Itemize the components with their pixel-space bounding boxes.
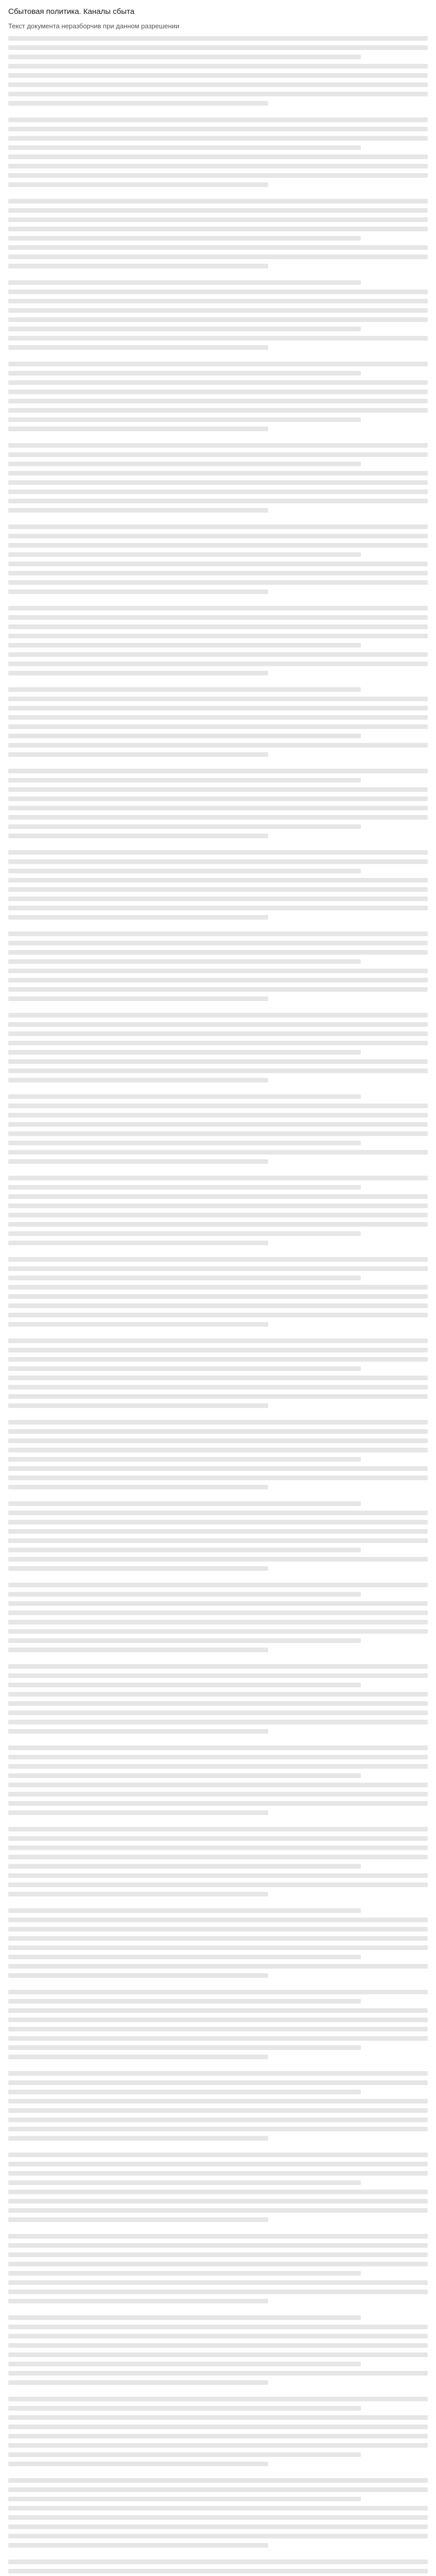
unreadable-text-line <box>8 2227 428 2234</box>
unreadable-text-line <box>8 987 428 992</box>
unreadable-text-line <box>8 1873 428 1878</box>
unreadable-text-line <box>8 1376 428 1380</box>
unreadable-text-line <box>8 1285 428 1290</box>
unreadable-text-line <box>8 606 428 611</box>
unreadable-text-line <box>8 1566 268 1571</box>
unreadable-text-line <box>8 264 268 268</box>
unreadable-text-line <box>8 734 361 738</box>
unreadable-text-region <box>8 36 428 2576</box>
unreadable-text-line <box>8 2299 268 2303</box>
unreadable-text-line <box>8 480 428 485</box>
unreadable-text-line <box>8 2334 428 2338</box>
unreadable-text-line <box>8 941 428 945</box>
unreadable-text-line <box>8 1908 361 1913</box>
unreadable-text-line <box>8 1366 361 1371</box>
unreadable-text-line <box>8 887 428 892</box>
unreadable-text-line <box>8 2271 361 2276</box>
unreadable-text-line <box>8 2008 428 2013</box>
unreadable-text-line <box>8 671 268 675</box>
unreadable-text-line <box>8 950 428 955</box>
unreadable-text-line <box>8 1006 428 1013</box>
unreadable-text-line <box>8 1104 428 1108</box>
unreadable-text-line <box>8 1964 428 1969</box>
unreadable-text-line <box>8 1764 428 1769</box>
unreadable-text-line <box>8 1982 428 1990</box>
unreadable-text-line <box>8 634 428 638</box>
unreadable-text-line <box>8 2243 428 2248</box>
unreadable-text-line <box>8 508 268 513</box>
unreadable-text-line <box>8 2045 361 2050</box>
unreadable-text-line <box>8 1520 428 1524</box>
unreadable-text-line <box>8 280 361 285</box>
unreadable-text-line <box>8 787 428 792</box>
unreadable-text-line <box>8 1122 428 1127</box>
unreadable-text-line <box>8 101 268 106</box>
unreadable-text-line <box>8 1448 428 1452</box>
unreadable-text-line <box>8 1755 428 1759</box>
unreadable-text-line <box>8 1538 428 1543</box>
unreadable-text-line <box>8 2262 428 2266</box>
unreadable-text-line <box>8 715 428 720</box>
unreadable-text-line <box>8 2352 428 2357</box>
unreadable-text-line <box>8 2217 268 2222</box>
unreadable-text-line <box>8 2425 428 2429</box>
unreadable-text-line <box>8 2036 428 2041</box>
unreadable-text-line <box>8 1883 428 1887</box>
unreadable-text-line <box>8 1438 428 1443</box>
unreadable-text-line <box>8 2380 268 2385</box>
unreadable-text-line <box>8 1494 428 1501</box>
unreadable-text-line <box>8 452 428 457</box>
unreadable-text-line <box>8 552 361 557</box>
unreadable-text-line <box>8 1485 268 1489</box>
unreadable-text-line <box>8 1648 268 1652</box>
unreadable-text-line <box>8 1827 428 1832</box>
unreadable-text-line <box>8 1241 268 1245</box>
unreadable-text-line <box>8 1466 428 1471</box>
unreadable-text-line <box>8 1810 268 1815</box>
unreadable-text-line <box>8 1945 428 1950</box>
unreadable-text-line <box>8 1918 428 1922</box>
unreadable-text-line <box>8 996 268 1001</box>
unreadable-text-line <box>8 697 428 701</box>
unreadable-text-line <box>8 2117 428 2122</box>
unreadable-text-line <box>8 796 428 801</box>
unreadable-text-line <box>8 1973 268 1978</box>
unreadable-text-line <box>8 2055 268 2059</box>
unreadable-text-line <box>8 73 428 78</box>
unreadable-text-line <box>8 173 428 178</box>
unreadable-body-note: Текст документа неразборчив при данном разрешении <box>8 22 180 30</box>
unreadable-text-line <box>8 643 361 648</box>
unreadable-text-line <box>8 1276 361 1280</box>
unreadable-text-line <box>8 1836 428 1841</box>
unreadable-text-line <box>8 436 428 443</box>
unreadable-text-line <box>8 1611 428 1615</box>
unreadable-text-line <box>8 906 428 910</box>
unreadable-text-line <box>8 1657 428 1664</box>
unreadable-text-line <box>8 1629 428 1634</box>
unreadable-text-line <box>8 399 428 403</box>
unreadable-text-line <box>8 869 361 873</box>
unreadable-text-line <box>8 2552 428 2560</box>
unreadable-text-line <box>8 2415 428 2420</box>
unreadable-text-line <box>8 1638 361 1643</box>
unreadable-text-line <box>8 345 268 350</box>
unreadable-text-line <box>8 82 428 87</box>
unreadable-text-line <box>8 680 428 687</box>
unreadable-text-line <box>8 1113 428 1117</box>
unreadable-text-line <box>8 1231 361 1236</box>
unreadable-text-line <box>8 1050 361 1055</box>
unreadable-text-line <box>8 543 428 548</box>
unreadable-text-line <box>8 354 428 362</box>
unreadable-text-line <box>8 2127 428 2131</box>
unreadable-text-line <box>8 1557 428 1562</box>
unreadable-text-line <box>8 1673 428 1678</box>
unreadable-text-line <box>8 155 428 159</box>
unreadable-text-line <box>8 915 268 920</box>
unreadable-text-line <box>8 389 428 394</box>
unreadable-text-line <box>8 752 268 757</box>
unreadable-text-line <box>8 1683 361 1687</box>
unreadable-text-line <box>8 443 428 448</box>
unreadable-text-line <box>8 571 428 575</box>
unreadable-text-line <box>8 1168 428 1176</box>
unreadable-text-line <box>8 706 428 710</box>
unreadable-text-line <box>8 834 268 838</box>
unreadable-text-line <box>8 192 428 199</box>
unreadable-text-line <box>8 471 428 476</box>
unreadable-text-line <box>8 978 428 982</box>
unreadable-text-line <box>8 92 428 96</box>
unreadable-text-line <box>8 2371 428 2376</box>
unreadable-text-line <box>8 199 428 204</box>
unreadable-text-line <box>8 1222 428 1227</box>
unreadable-text-line <box>8 2506 428 2511</box>
unreadable-text-line <box>8 64 428 69</box>
unreadable-text-line <box>8 317 428 322</box>
unreadable-text-line <box>8 1059 428 1064</box>
unreadable-text-line <box>8 1476 428 1480</box>
unreadable-text-line <box>8 1250 428 1257</box>
unreadable-text-line <box>8 208 428 213</box>
unreadable-text-line <box>8 624 428 629</box>
unreadable-text-line <box>8 652 428 657</box>
unreadable-text-line <box>8 417 361 422</box>
unreadable-text-line <box>8 724 428 729</box>
unreadable-text-line <box>8 1692 428 1697</box>
unreadable-text-line <box>8 299 428 303</box>
unreadable-text-line <box>8 2406 361 2411</box>
unreadable-text-line <box>8 924 428 931</box>
unreadable-text-line <box>8 743 428 748</box>
unreadable-text-line <box>8 878 428 883</box>
unreadable-text-line <box>8 534 428 538</box>
unreadable-text-line <box>8 1213 428 1217</box>
unreadable-text-line <box>8 1729 268 1734</box>
unreadable-text-line <box>8 2487 428 2492</box>
unreadable-text-line <box>8 1457 361 1462</box>
unreadable-text-line <box>8 110 428 117</box>
unreadable-text-line <box>8 850 428 855</box>
unreadable-text-line <box>8 1141 361 1145</box>
unreadable-text-line <box>8 2099 428 2104</box>
unreadable-text-line <box>8 2018 428 2022</box>
unreadable-text-line <box>8 1294 428 1299</box>
unreadable-text-line <box>8 2252 428 2257</box>
unreadable-text-line <box>8 1738 428 1745</box>
unreadable-text-line <box>8 182 268 187</box>
unreadable-text-line <box>8 580 428 585</box>
unreadable-text-line <box>8 1385 428 1389</box>
unreadable-text-line <box>8 1892 268 1896</box>
unreadable-text-line <box>8 2064 428 2071</box>
unreadable-text-line <box>8 245 428 250</box>
unreadable-text-line <box>8 1864 361 1869</box>
unreadable-text-line <box>8 662 428 666</box>
unreadable-text-line <box>8 2389 428 2397</box>
unreadable-text-line <box>8 2199 428 2204</box>
unreadable-text-line <box>8 136 428 141</box>
unreadable-text-line <box>8 1720 428 1724</box>
unreadable-text-line <box>8 1429 428 1434</box>
unreadable-text-line <box>8 1901 428 1908</box>
unreadable-text-line <box>8 1745 428 1750</box>
unreadable-text-line <box>8 896 428 901</box>
unreadable-text-line <box>8 2534 428 2538</box>
unreadable-text-line <box>8 1855 428 1859</box>
unreadable-text-line <box>8 255 428 259</box>
unreadable-text-line <box>8 2497 361 2501</box>
unreadable-text-line <box>8 2180 361 2185</box>
unreadable-text-line <box>8 2071 428 2076</box>
unreadable-text-line <box>8 1176 428 1180</box>
unreadable-text-line <box>8 1592 361 1597</box>
unreadable-text-line <box>8 1664 428 1669</box>
unreadable-text-line <box>8 2162 428 2166</box>
unreadable-text-line <box>8 1348 428 1352</box>
unreadable-text-line <box>8 1150 428 1155</box>
unreadable-text-line <box>8 227 428 231</box>
unreadable-text-line <box>8 427 268 431</box>
unreadable-text-line <box>8 2471 428 2478</box>
unreadable-text-line <box>8 1548 361 1552</box>
unreadable-text-line <box>8 1783 428 1787</box>
unreadable-text-line <box>8 1194 428 1199</box>
unreadable-text-line <box>8 2153 428 2157</box>
unreadable-text-line <box>8 127 428 131</box>
unreadable-text-line <box>8 1031 428 1036</box>
unreadable-text-line <box>8 489 428 494</box>
unreadable-text-line <box>8 589 268 594</box>
unreadable-text-line <box>8 1403 268 1408</box>
unreadable-text-line <box>8 1257 428 1262</box>
unreadable-text-line <box>8 499 428 503</box>
unreadable-text-line <box>8 1501 361 1506</box>
unreadable-text-line <box>8 1955 361 1959</box>
unreadable-text-line <box>8 1701 428 1706</box>
unreadable-text-line <box>8 1529 428 1534</box>
unreadable-text-line <box>8 1820 428 1827</box>
unreadable-text-line <box>8 1801 428 1806</box>
unreadable-text-line <box>8 1601 428 1606</box>
unreadable-text-line <box>8 2452 361 2457</box>
unreadable-text-line <box>8 1131 428 1136</box>
unreadable-text-line <box>8 769 428 773</box>
unreadable-text-line <box>8 778 361 783</box>
page-title: Сбытовая политика. Каналы сбыта <box>8 7 135 16</box>
unreadable-text-line <box>8 1069 428 1073</box>
unreadable-text-line <box>8 1087 428 1094</box>
unreadable-text-line <box>8 1990 428 1994</box>
unreadable-text-line <box>8 824 361 829</box>
unreadable-text-line <box>8 290 428 294</box>
unreadable-text-line <box>8 2190 428 2194</box>
unreadable-text-line <box>8 2524 428 2529</box>
unreadable-text-line <box>8 327 361 331</box>
unreadable-text-line <box>8 1999 361 2004</box>
unreadable-text-line <box>8 2145 428 2153</box>
unreadable-text-line <box>8 336 428 341</box>
unreadable-text-line <box>8 2397 428 2401</box>
unreadable-text-line <box>8 1185 361 1190</box>
unreadable-text-line <box>8 1927 428 1931</box>
unreadable-text-line <box>8 408 428 413</box>
unreadable-text-line <box>8 815 428 820</box>
unreadable-text-line <box>8 1845 428 1850</box>
unreadable-text-line <box>8 2569 428 2573</box>
unreadable-text-line <box>8 380 428 385</box>
unreadable-text-line <box>8 969 428 973</box>
unreadable-text-line <box>8 2090 361 2094</box>
unreadable-text-line <box>8 1413 428 1420</box>
unreadable-text-line <box>8 959 361 964</box>
unreadable-text-line <box>8 1022 428 1027</box>
unreadable-text-line <box>8 2315 361 2320</box>
unreadable-text-line <box>8 687 361 692</box>
unreadable-text-line <box>8 2560 428 2564</box>
unreadable-text-line <box>8 2080 428 2085</box>
unreadable-text-line <box>8 308 428 313</box>
unreadable-text-line <box>8 524 428 529</box>
unreadable-text-line <box>8 615 428 620</box>
unreadable-text-line <box>8 236 361 241</box>
unreadable-text-line <box>8 843 428 850</box>
unreadable-text-line <box>8 2462 268 2466</box>
unreadable-text-line <box>8 1792 428 1797</box>
unreadable-text-line <box>8 145 361 150</box>
unreadable-text-line <box>8 931 428 936</box>
unreadable-text-line <box>8 362 428 366</box>
unreadable-text-line <box>8 273 428 280</box>
unreadable-text-line <box>8 117 428 122</box>
unreadable-text-line <box>8 1710 428 1715</box>
unreadable-text-line <box>8 1266 428 1271</box>
unreadable-text-line <box>8 2234 428 2239</box>
unreadable-text-line <box>8 2308 428 2315</box>
unreadable-text-line <box>8 1322 268 1327</box>
unreadable-text-line <box>8 1338 428 1343</box>
unreadable-text-line <box>8 2543 268 2548</box>
unreadable-text-line <box>8 859 428 864</box>
unreadable-text-line <box>8 1936 428 1941</box>
unreadable-text-line <box>8 2443 428 2448</box>
unreadable-text-line <box>8 1303 428 1308</box>
unreadable-text-line <box>8 1357 428 1362</box>
unreadable-text-line <box>8 562 428 566</box>
unreadable-text-line <box>8 2027 428 2031</box>
unreadable-text-line <box>8 2478 428 2483</box>
unreadable-text-line <box>8 2515 428 2520</box>
unreadable-text-line <box>8 36 428 41</box>
unreadable-text-line <box>8 1773 361 1778</box>
unreadable-text-line <box>8 2108 428 2113</box>
unreadable-text-line <box>8 2136 268 2141</box>
unreadable-text-line <box>8 1159 268 1164</box>
unreadable-text-line <box>8 164 428 168</box>
unreadable-text-line <box>8 1575 428 1583</box>
unreadable-text-line <box>8 371 361 376</box>
unreadable-text-line <box>8 1204 428 1208</box>
unreadable-text-line <box>8 462 361 466</box>
unreadable-text-line <box>8 1094 361 1099</box>
unreadable-text-line <box>8 2343 428 2348</box>
unreadable-text-line <box>8 1620 428 1624</box>
unreadable-text-line <box>8 2290 428 2294</box>
unreadable-text-line <box>8 2362 361 2366</box>
unreadable-text-line <box>8 2434 428 2438</box>
unreadable-text-line <box>8 2280 428 2285</box>
unreadable-text-line <box>8 217 428 222</box>
unreadable-text-line <box>8 2325 428 2329</box>
unreadable-text-line <box>8 1013 428 1018</box>
unreadable-text-line <box>8 1313 428 1317</box>
unreadable-text-line <box>8 2208 428 2213</box>
unreadable-text-line <box>8 55 361 59</box>
unreadable-text-line <box>8 1394 428 1399</box>
unreadable-text-line <box>8 1331 428 1338</box>
unreadable-text-line <box>8 761 428 769</box>
unreadable-text-line <box>8 517 428 524</box>
unreadable-text-line <box>8 45 428 50</box>
unreadable-text-line <box>8 1078 268 1082</box>
unreadable-text-line <box>8 806 428 810</box>
unreadable-text-line <box>8 2171 428 2176</box>
unreadable-text-line <box>8 1420 428 1425</box>
unreadable-text-line <box>8 599 428 606</box>
unreadable-text-line <box>8 1511 428 1515</box>
unreadable-text-line <box>8 1041 428 1045</box>
unreadable-text-line <box>8 1583 428 1587</box>
